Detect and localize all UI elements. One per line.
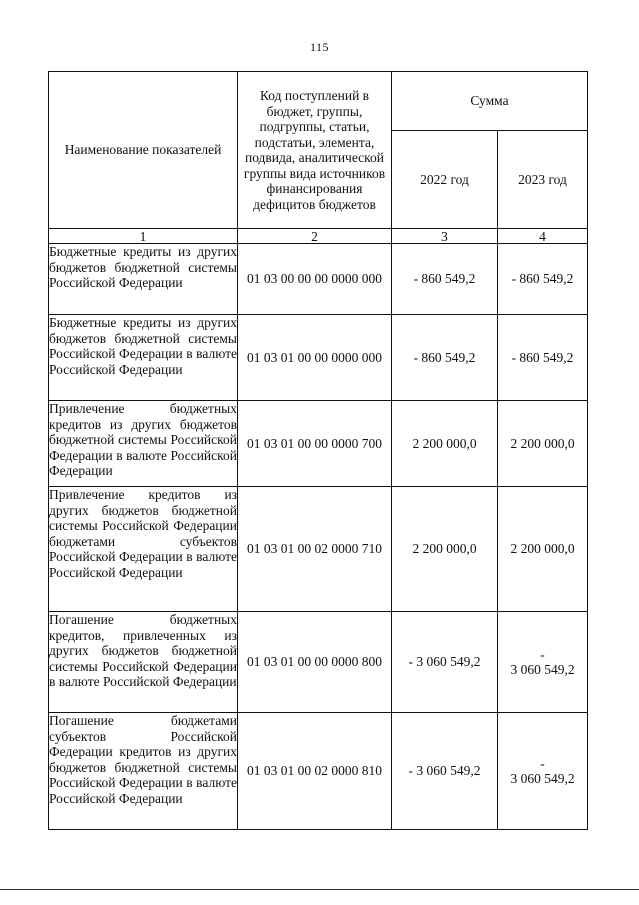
value-2022: - 3 060 549,2 [392, 713, 498, 830]
header-row [49, 72, 588, 131]
table-row [49, 401, 588, 487]
budget-code: 01 03 01 00 00 0000 700 [238, 401, 392, 487]
value-2022: - 860 549,2 [392, 244, 498, 315]
indicator-name: Привлечение кредитов из других бюджетов бюджетной системы Российской Федерации бюджетами субъектов Российской Федерации в валюте Российской Федерации [49, 487, 238, 612]
indicator-name: Бюджетные кредиты из других бюджетов бюджетной системы Российской Федерации в валюте Российской Федерации [49, 315, 238, 401]
budget-code: 01 03 01 00 00 0000 800 [238, 612, 392, 713]
budget-code: 01 03 00 00 00 0000 000 [238, 244, 392, 315]
value-2023: 3 060 549,2 [510, 662, 575, 677]
value-2023-cell [498, 713, 588, 830]
column-number: 2 [238, 229, 392, 244]
value-2023-cell [498, 612, 588, 713]
indicator-name: Погашение бюджетных кредитов, привлеченных из других бюджетов бюджетной системы Российской Федерации в валюте Российской Федерации [49, 612, 238, 713]
header-sum: Сумма [392, 72, 588, 131]
indicator-name: Привлечение бюджетных кредитов из других бюджетов бюджетной системы Российской Федерации в валюте Российской Федерации [49, 401, 238, 487]
column-number: 1 [49, 229, 238, 244]
table-row [49, 612, 588, 713]
table-row [49, 315, 588, 401]
value-2023: 2 200 000,0 [498, 401, 588, 487]
footer-rule [0, 889, 639, 890]
column-numbers-row [49, 229, 588, 244]
header-indicator-name: Наименование показателей [49, 72, 238, 229]
page-number: 115 [309, 40, 330, 54]
value-2023: 3 060 549,2 [510, 771, 575, 786]
column-number: 3 [392, 229, 498, 244]
value-2022: - 860 549,2 [392, 315, 498, 401]
indicator-name: Бюджетные кредиты из других бюджетов бюджетной системы Российской Федерации [49, 244, 238, 315]
value-2022: - 3 060 549,2 [392, 612, 498, 713]
column-number: 4 [498, 229, 588, 244]
budget-sources-table [48, 71, 588, 830]
header-budget-code: Код поступлений в бюджет, группы, подгруппы, статьи, подстатьи, элемента, подвида, аналитической группы вида источников финансирования дефицитов бюджетов [238, 72, 392, 229]
value-2023: - 860 549,2 [498, 315, 588, 401]
value-2023: 2 200 000,0 [498, 487, 588, 612]
table-row [49, 244, 588, 315]
budget-code: 01 03 01 00 00 0000 000 [238, 315, 392, 401]
indicator-name: Погашение бюджетами субъектов Российской Федерации кредитов из других бюджетов бюджетной системы Российской Федерации в валюте Российской Федерации [49, 713, 238, 830]
value-2022: 2 200 000,0 [392, 487, 498, 612]
header-year-2023: 2023 год [498, 131, 588, 229]
header-year-2022: 2022 год [392, 131, 498, 229]
budget-code: 01 03 01 00 02 0000 710 [238, 487, 392, 612]
value-2023-sign: - [540, 755, 545, 771]
table-row [49, 713, 588, 830]
budget-code: 01 03 01 00 02 0000 810 [238, 713, 392, 830]
value-2022: 2 200 000,0 [392, 401, 498, 487]
value-2023: - 860 549,2 [498, 244, 588, 315]
table-row [49, 487, 588, 612]
value-2023-sign: - [540, 646, 545, 662]
